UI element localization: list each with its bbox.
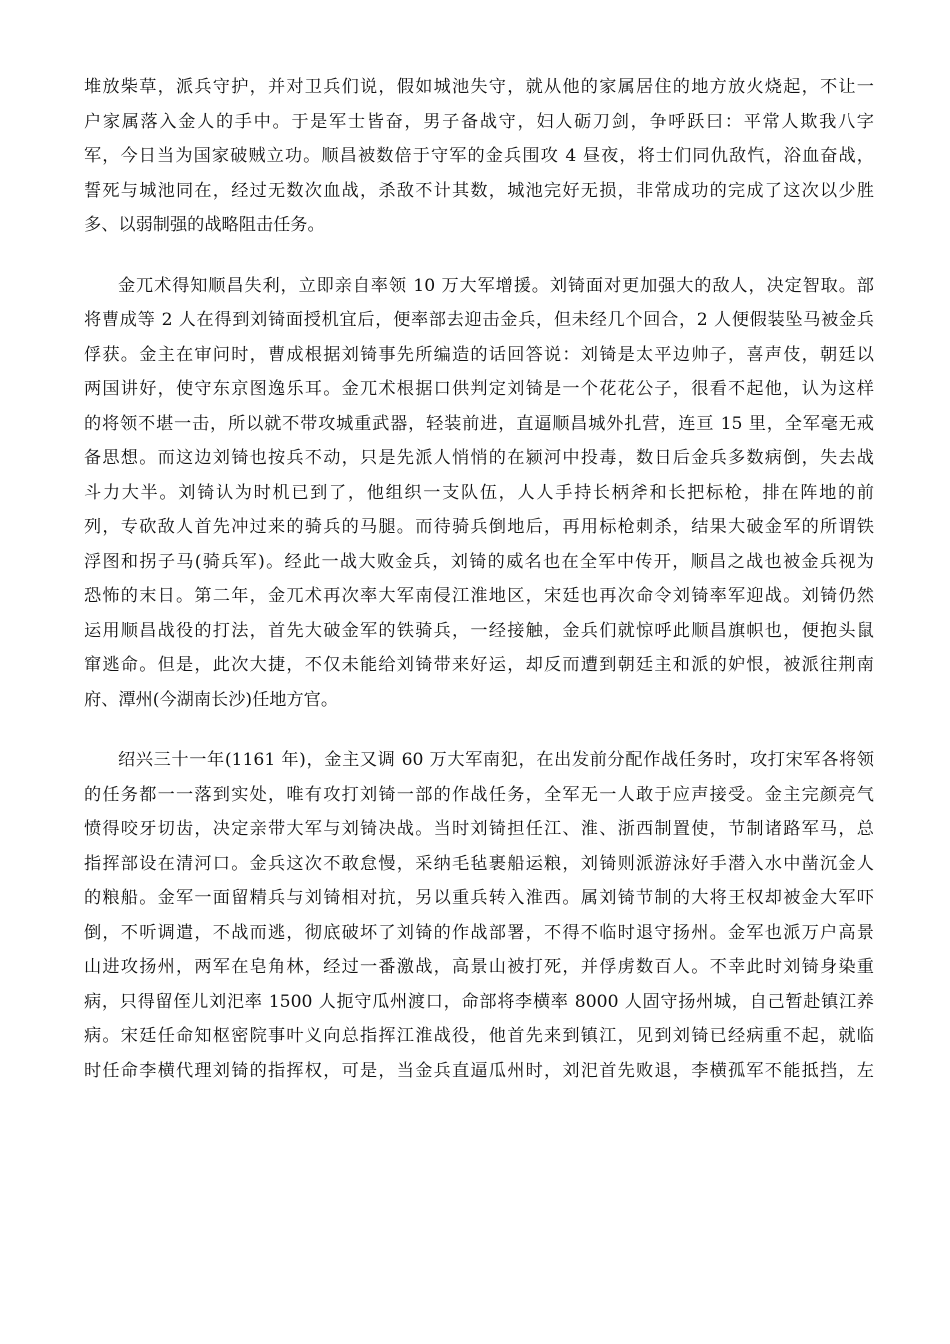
text-line: 堆放柴草，派兵守护，并对卫兵们说，假如城池失守，就从他的家属居住的地方放火烧起，不让一 bbox=[84, 77, 874, 97]
text-line: 军，今日当为国家破贼立功。顺昌被数倍于守军的金兵围攻 4 昼夜，将士们同仇敌忾，浴血奋战， bbox=[84, 146, 874, 166]
paragraph-3 bbox=[84, 743, 874, 1088]
text-line: 窜逃命。但是，此次大捷，不仅未能给刘锜带来好运，却反而遭到朝廷主和派的妒恨，被派往荆南 bbox=[84, 655, 874, 675]
text-line: 府、潭州(今湖南长沙)任地方官。 bbox=[84, 689, 339, 710]
paragraph-1 bbox=[84, 70, 874, 243]
text-line: 两国讲好，使守东京图逸乐耳。金兀术根据口供判定刘锜是一个花花公子，很看不起他，认为这样 bbox=[84, 379, 874, 399]
text-line: 俘获。金主在审问时，曹成根据刘锜事先所编造的话回答说：刘锜是太平边帅子，喜声伎，朝廷以 bbox=[84, 344, 874, 365]
text-line: 户家属落入金人的手中。于是军士皆奋，男子备战守，妇人砺刀剑，争呼跃曰：平常人欺我八字 bbox=[84, 111, 874, 132]
text-line: 多、以弱制强的战略阻击任务。 bbox=[84, 215, 325, 235]
text-line: 的任务都一一落到实处，唯有攻打刘锜一部的作战任务，全军无一人敢于应声接受。金主完颜亮气 bbox=[84, 784, 874, 805]
text-line: 的粮船。金军一面留精兵与刘锜相对抗，另以重兵转入淮西。属刘锜节制的大将王权却被金大军吓 bbox=[84, 888, 874, 908]
text-line: 倒，不听调遣，不战而逃，彻底破坏了刘锜的作战部署，不得不临时退守扬州。金军也派万户高景 bbox=[84, 922, 874, 943]
text-line: 备思想。而这边刘锜也按兵不动，只是先派人悄悄的在颍河中投毒，数日后金兵多数病倒，失去战 bbox=[84, 448, 874, 468]
text-line: 恐怖的末日。第二年，金兀术再次率大军南侵江淮地区，宋廷也再次命令刘锜率军迎战。刘锜仍然 bbox=[84, 586, 874, 606]
text-line: 指挥部设在清河口。金兵这次不敢怠慢，采纳毛毡裹船运粮，刘锜则派游泳好手潜入水中凿沉金人 bbox=[84, 853, 874, 874]
text-line: 时任命李横代理刘锜的指挥权，可是，当金兵直逼瓜州时，刘汜首先败退，李横孤军不能抵挡，左 bbox=[84, 1060, 874, 1081]
text-line: 金兀术得知顺昌失利，立即亲自率领 10 万大军增援。刘锜面对更加强大的敌人，决定智取。部 bbox=[118, 275, 874, 296]
text-line: 运用顺昌战役的打法，首先大破金军的铁骑兵，一经接触，金兵们就惊呼此顺昌旗帜也，便抱头鼠 bbox=[84, 620, 874, 641]
text-line: 的将领不堪一击，所以就不带攻城重武器，轻装前进，直逼顺昌城外扎营，连亘 15 里，全军毫无戒 bbox=[84, 413, 874, 434]
text-line: 将曹成等 2 人在得到刘锜面授机宜后，便率部去迎击金兵，但未经几个回合，2 人便假装坠马被金兵 bbox=[84, 310, 874, 330]
text-line: 愤得咬牙切齿，决定亲带大军与刘锜决战。当时刘锜担任江、淮、浙西制置使，节制诸路军马，总 bbox=[84, 819, 874, 839]
text-line: 绍兴三十一年(1161 年)，金主又调 60 万大军南犯，在出发前分配作战任务时，攻打宋军各将领 bbox=[118, 750, 874, 770]
paragraph-2 bbox=[84, 269, 874, 718]
text-line: 浮图和拐子马(骑兵军)。经此一战大败金兵，刘锜的威名也在全军中传开，顺昌之战也被金兵视为 bbox=[84, 551, 874, 572]
text-line: 誓死与城池同在，经过无数次血战，杀敌不计其数，城池完好无损，非常成功的完成了这次以少胜 bbox=[84, 180, 874, 201]
text-line: 病。宋廷任命知枢密院事叶义向总指挥江淮战役，他首先来到镇江，见到刘锜已经病重不起，就临 bbox=[84, 1026, 874, 1046]
text-line: 斗力大半。刘锜认为时机已到了，他组织一支队伍，人人手持长柄斧和长把标枪，排在阵地的前 bbox=[84, 482, 874, 503]
text-line: 列，专砍敌人首先冲过来的骑兵的马腿。而待骑兵倒地后，再用标枪刺杀，结果大破金军的所谓铁 bbox=[84, 517, 874, 537]
document-page bbox=[84, 70, 874, 1114]
text-line: 山进攻扬州，两军在皂角林，经过一番激战，高景山被打死，并俘虏数百人。不幸此时刘锜身染重 bbox=[84, 957, 874, 977]
text-line: 病，只得留侄儿刘汜率 1500 人扼守瓜州渡口，命部将李横率 8000 人固守扬州城，自己暂赴镇江养 bbox=[84, 991, 874, 1012]
